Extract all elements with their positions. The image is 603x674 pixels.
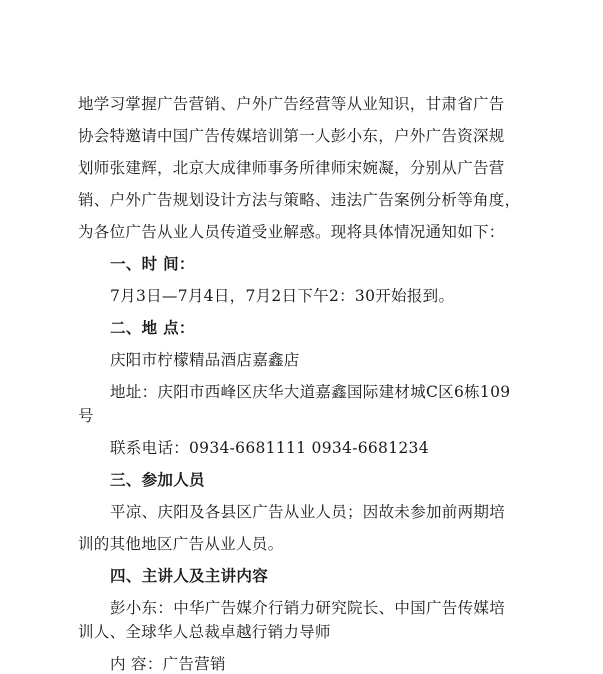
- section-location-address-2: 号: [78, 407, 94, 425]
- section-participants-line-1: 平凉、庆阳及各县区广告从业人员；因故未参加前两期培: [110, 503, 506, 521]
- section-participants-heading: 三、参加人员: [110, 471, 205, 489]
- intro-line-2: 协会特邀请中国广告传媒培训第一人彭小东，户外广告资深规: [78, 127, 505, 145]
- section-location-address-1: 地址：庆阳市西峰区庆华大道嘉鑫国际建材城C区6栋109: [110, 383, 511, 401]
- intro-line-5: 为各位广告从业人员传道受业解惑。现将具体情况通知如下：: [78, 223, 505, 241]
- section-location-heading: 二、地 点：: [110, 319, 195, 337]
- section-speakers-line-1: 彭小东：中华广告媒介行销力研究院长、中国广告传媒培: [110, 599, 506, 617]
- section-speakers-line-2: 训人、全球华人总裁卓越行销力导师: [78, 623, 331, 641]
- section-speakers-content: 内 容：广告营销: [110, 655, 226, 673]
- section-speakers-heading: 四、主讲人及主讲内容: [110, 567, 269, 585]
- intro-line-4: 销、户外广告规划设计方法与策略、违法广告案例分析等角度，: [78, 191, 521, 209]
- intro-line-1: 地学习掌握广告营销、户外广告经营等从业知识，甘肃省广告: [78, 95, 505, 113]
- section-time-text: 7月3日—7月4日，7月2日下午2：30开始报到。: [110, 287, 455, 305]
- section-time-heading: 一、时 间：: [110, 255, 195, 273]
- section-location-venue: 庆阳市柠檬精品酒店嘉鑫店: [110, 351, 300, 369]
- section-location-phone: 联系电话：0934-6681111 0934-6681234: [110, 439, 429, 457]
- section-participants-line-2: 训的其他地区广告从业人员。: [78, 535, 284, 553]
- intro-line-3: 划师张建辉，北京大成律师事务所律师宋婉凝，分别从广告营: [78, 159, 505, 177]
